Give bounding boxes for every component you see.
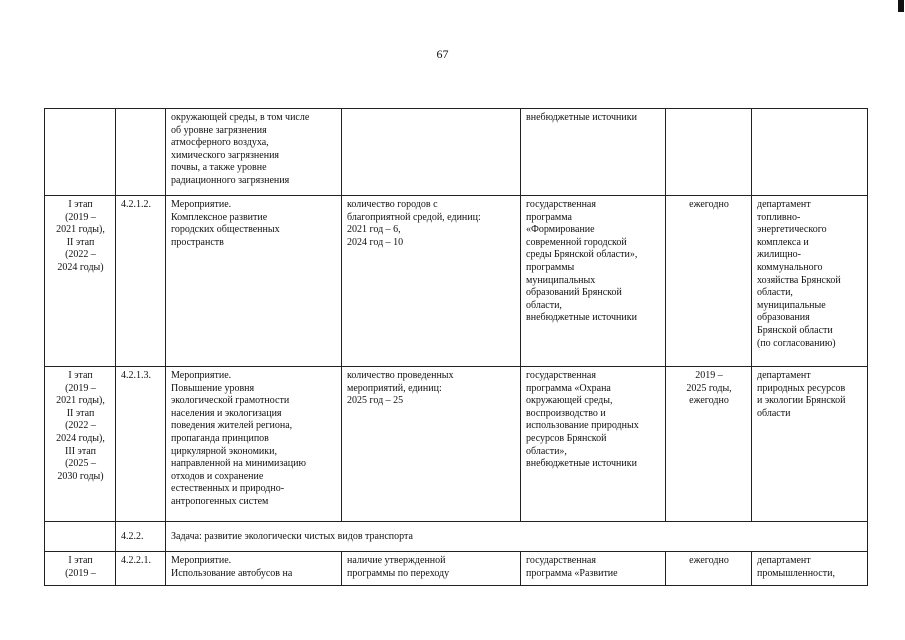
stage-cell: I этап (2019 – 2021 годы), II этап (2022 – 2024 годы) — [45, 196, 116, 367]
source-cell: государственная программа «Развитие — [521, 552, 666, 586]
table-row — [45, 552, 868, 586]
term-cell: ежегодно — [666, 196, 752, 367]
activities-table — [44, 108, 868, 586]
source-cell: внебюджетные источники — [521, 109, 666, 196]
executor-cell — [752, 109, 868, 196]
task-code-cell: 4.2.2. — [116, 522, 166, 552]
executor-cell: департамент природных ресурсов и экологии Брянской области — [752, 367, 868, 522]
task-text-cell: Задача: развитие экологически чистых видов транспорта — [166, 522, 868, 552]
code-cell: 4.2.1.2. — [116, 196, 166, 367]
indicator-cell: количество проведенных мероприятий, единиц: 2025 год – 25 — [342, 367, 521, 522]
stage-cell — [45, 522, 116, 552]
source-cell: государственная программа «Формирование современной городской среды Брянской области», программы муниципальных образований Брянской области, внебюджетные источники — [521, 196, 666, 367]
executor-cell: департамент топливно- энергетического комплекса и жилищно- коммунального хозяйства Брянской области, муниципальные образования Брянской области (по согласованию) — [752, 196, 868, 367]
task-row — [45, 522, 868, 552]
stage-cell: I этап (2019 – — [45, 552, 116, 586]
code-cell — [116, 109, 166, 196]
table-row — [45, 196, 868, 367]
event-cell: Мероприятие. Повышение уровня экологической грамотности населения и экологизация поведения жителей региона, пропаганда принципов циркулярной экономики, направленной на минимизацию отходов и сохранение естественных и природно- антропогенных систем — [166, 367, 342, 522]
term-cell: ежегодно — [666, 552, 752, 586]
event-cell: Мероприятие. Использование автобусов на — [166, 552, 342, 586]
page-edge-mark — [898, 0, 904, 12]
term-cell: 2019 – 2025 годы, ежегодно — [666, 367, 752, 522]
code-cell: 4.2.1.3. — [116, 367, 166, 522]
table-row — [45, 109, 868, 196]
table-row — [45, 367, 868, 522]
term-cell — [666, 109, 752, 196]
event-cell: Мероприятие. Комплексное развитие городских общественных пространств — [166, 196, 342, 367]
indicator-cell: наличие утвержденной программы по переходу — [342, 552, 521, 586]
indicator-cell: количество городов с благоприятной средой, единиц: 2021 год – 6, 2024 год – 10 — [342, 196, 521, 367]
stage-cell — [45, 109, 116, 196]
executor-cell: департамент промышленности, — [752, 552, 868, 586]
code-cell: 4.2.2.1. — [116, 552, 166, 586]
event-cell: окружающей среды, в том числе об уровне загрязнения атмосферного воздуха, химического загрязнения почвы, а также уровне радиационного загрязнения — [166, 109, 342, 196]
page-number: 67 — [436, 47, 449, 61]
stage-cell: I этап (2019 – 2021 годы), II этап (2022 – 2024 годы), III этап (2025 – 2030 годы) — [45, 367, 116, 522]
indicator-cell — [342, 109, 521, 196]
source-cell: государственная программа «Охрана окружающей среды, воспроизводство и использование природных ресурсов Брянской области», внебюджетные источники — [521, 367, 666, 522]
